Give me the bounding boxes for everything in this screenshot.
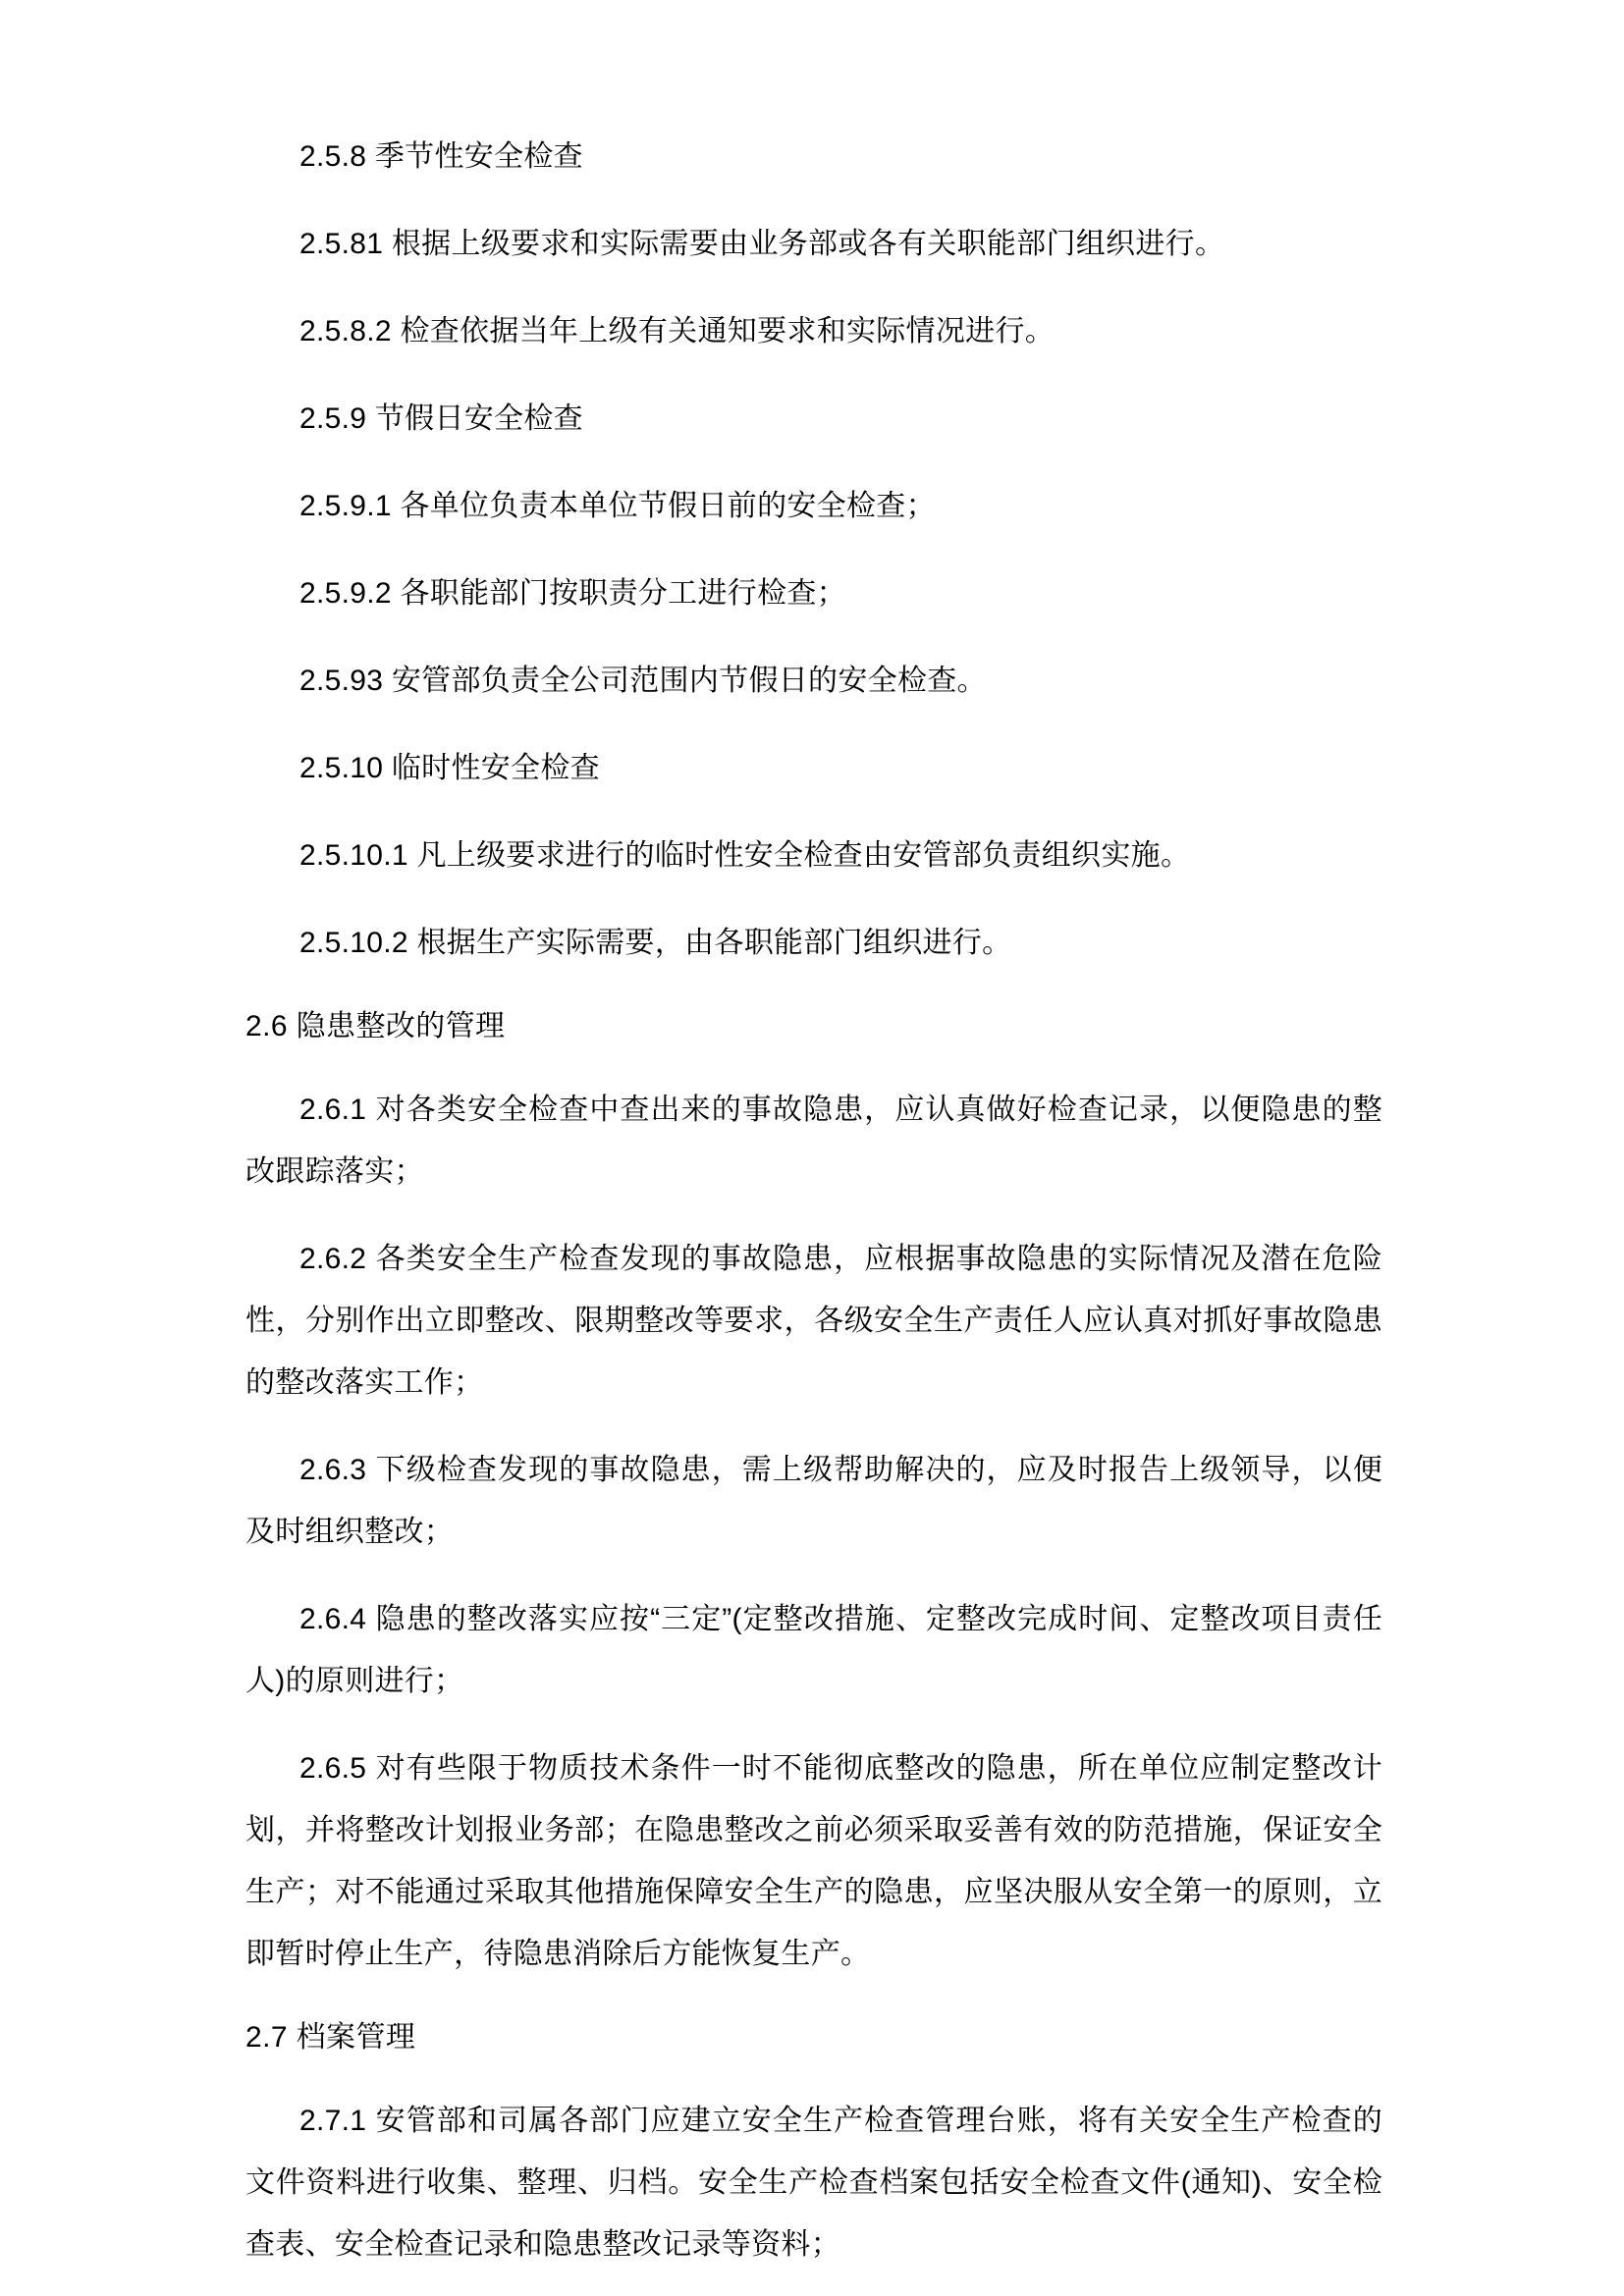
block-spacer <box>245 1985 1382 2006</box>
numbered-paragraph: 2.5.8 季节性安全检查 <box>299 140 583 173</box>
numbered-paragraph: 2.6.4 隐患的整改落实应按“三定”(定整改措施、定整改完成时间、定整改项目责任人)的原则进行； <box>245 1603 1382 1697</box>
numbered-paragraph: 2.6.1 对各类安全检查中查出来的事故隐患，应认真做好检查记录，以便隐患的整改跟踪落实； <box>245 1094 1382 1188</box>
section-heading: 2.7 档案管理 <box>245 2021 416 2054</box>
numbered-paragraph: 2.5.8.2 检查依据当年上级有关通知要求和实际情况进行。 <box>299 315 1056 347</box>
block-spacer <box>245 1563 1382 1588</box>
numbered-paragraph: 2.6.3 下级检查发现的事故隐患，需上级帮助解决的，应及时报告上级领导，以便及时组织整改； <box>245 1454 1382 1548</box>
block-spacer <box>245 187 1382 213</box>
block-spacer <box>245 362 1382 388</box>
numbered-paragraph: 2.5.9 节假日安全检查 <box>299 402 583 435</box>
numbered-paragraph: 2.5.9.2 各职能部门按职责分工进行检查； <box>299 577 846 610</box>
block-spacer <box>245 1414 1382 1439</box>
numbered-paragraph: 2.6.2 各类安全生产检查发现的事故隐患，应根据事故隐患的实际情况及潜在危险性，分别作出立即整改、限期整改等要求，各级安全生产责任人应认真对抓好事故隐患的整改落实工作； <box>245 1243 1382 1399</box>
block-spacer <box>245 624 1382 650</box>
block-spacer <box>245 275 1382 300</box>
numbered-paragraph: 2.5.9.1 各单位负责本单位节假日前的安全检查； <box>299 490 936 522</box>
numbered-paragraph: 2.5.81 根据上级要求和实际需要由业务部或各有关职能部门组织进行。 <box>299 228 1225 260</box>
numbered-paragraph: 2.5.10.2 根据生产实际需要，由各职能部门组织进行。 <box>299 927 1012 959</box>
numbered-paragraph: 2.5.93 安管部负责全公司范围内节假日的安全检查。 <box>299 665 987 697</box>
block-spacer <box>245 1712 1382 1737</box>
block-spacer <box>245 1057 1382 1079</box>
block-spacer <box>245 537 1382 562</box>
block-spacer <box>245 886 1382 912</box>
numbered-paragraph: 2.6.5 对有些限于物质技术条件一时不能彻底整改的隐患，所在单位应制定整改计划，并将整改计划报业务部；在隐患整改之前必须采取妥善有效的防范措施，保证安全生产；对不能通过采取其他措施保障安全生产的隐患，应坚决服从安全第一的原则，立即暂时停止生产，待隐患消除后方能恢复生产。 <box>245 1752 1382 1970</box>
document-body <box>245 126 1382 2275</box>
block-spacer <box>245 712 1382 737</box>
block-spacer <box>245 450 1382 475</box>
numbered-paragraph: 2.5.10.1 凡上级要求进行的临时性安全检查由安管部负责组织实施。 <box>299 839 1191 872</box>
block-spacer <box>245 2068 1382 2090</box>
numbered-paragraph: 2.7.1 安管部和司属各部门应建立安全生产检查管理台账，将有关安全生产检查的文件资料进行收集、整理、归档。安全生产检查档案包括安全检查文件(通知)、安全检查表、安全检查记录和隐患整改记录等资料； <box>245 2105 1382 2261</box>
block-spacer <box>245 1202 1382 1228</box>
block-spacer <box>245 799 1382 825</box>
numbered-paragraph: 2.5.10 临时性安全检查 <box>299 752 600 784</box>
section-heading: 2.6 隐患整改的管理 <box>245 1010 506 1042</box>
block-spacer <box>245 974 1382 995</box>
